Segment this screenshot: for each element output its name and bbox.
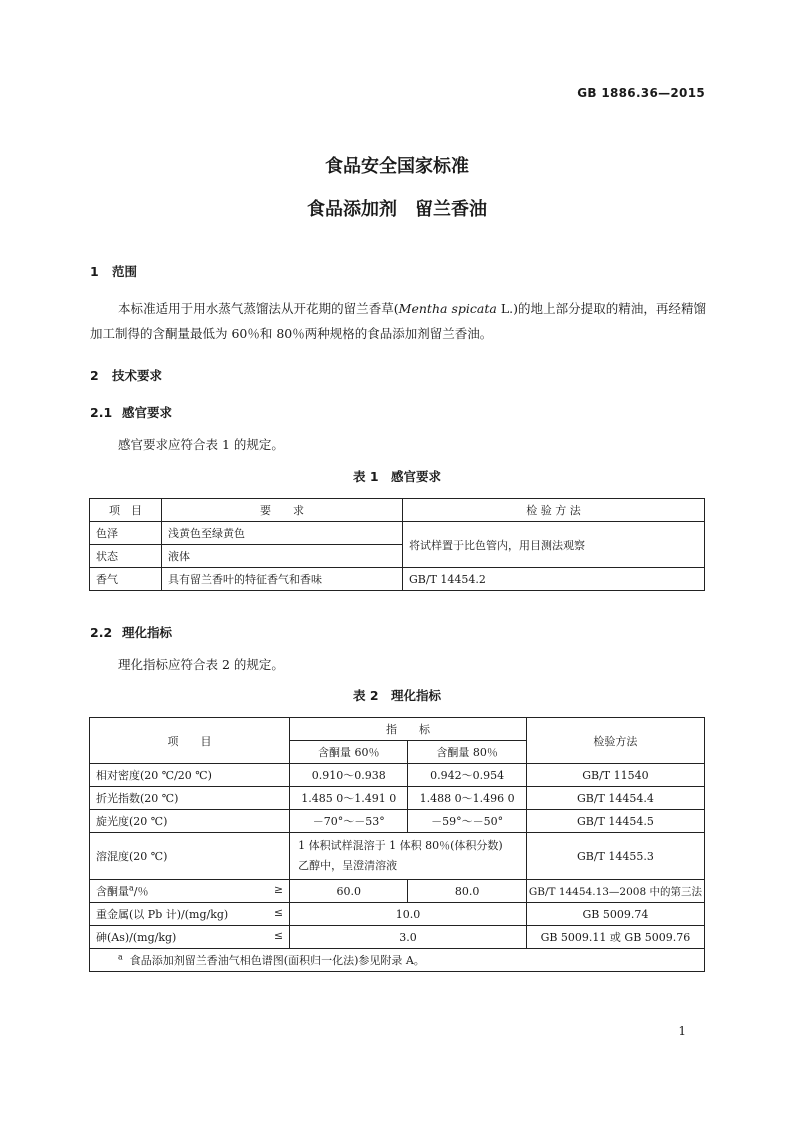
table-2-caption: 表 2 理化指标 (352, 688, 442, 703)
section-2-2-text: 理化指标应符合表 2 的规定。 (118, 657, 284, 672)
section-2-1-text: 感官要求应符合表 1 的规定。 (118, 437, 284, 452)
table-row (90, 787, 705, 810)
cell-value-80: －59°～－50° (408, 810, 526, 833)
section-number: 2.2 (90, 625, 113, 640)
cell-value-80: 0.942～0.954 (408, 764, 526, 787)
cell-requirement: 液体 (162, 545, 403, 568)
page-number: 1 (678, 1024, 686, 1038)
cell-item: 相对密度(20 ℃/20 ℃) (90, 764, 290, 787)
item-unit: /％ (133, 885, 149, 898)
cell-value-80: 1.488 0～1.496 0 (408, 787, 526, 810)
cell-value-60: 60.0 (290, 880, 408, 903)
cell-value-80: 80.0 (408, 880, 526, 903)
solubility-line-1: 1 体积试样混溶于 1 体积 80％(体积分数) (298, 839, 503, 852)
cell-method: GB 5009.74 (526, 903, 704, 926)
cell-method: GB/T 14454.4 (526, 787, 704, 810)
solubility-line-2: 乙醇中，呈澄清溶液 (298, 859, 398, 872)
header-item: 项 目 (90, 499, 162, 522)
scope-paragraph (90, 296, 706, 346)
table-row (90, 926, 705, 949)
cell-value-60: －70°～－53° (290, 810, 408, 833)
subheader-80: 含酮量 80％ (408, 741, 526, 764)
cell-value-60: 0.910～0.938 (290, 764, 408, 787)
cell-requirement: 浅黄色至绿黄色 (162, 522, 403, 545)
header-method: 检 验 方 法 (403, 499, 705, 522)
section-title: 技术要求 (112, 368, 163, 383)
footnote-text: 食品添加剂留兰香油气相色谱图(面积归一化法)参见附录 A。 (129, 954, 425, 967)
table-footnote-row (90, 949, 705, 972)
table-1-sensory (89, 498, 705, 591)
relation-symbol: ≤ (273, 929, 284, 942)
cell-method: GB/T 14454.13—2008 中的第三法 (526, 880, 704, 903)
subheader-60: 含酮量 60％ (290, 741, 408, 764)
cell-solubility-value (290, 833, 527, 880)
table-row (90, 903, 705, 926)
table-2-physicochemical (89, 717, 705, 972)
relation-symbol: ≥ (273, 883, 284, 896)
item-label: 砷(As)/(mg/kg) (96, 931, 177, 944)
footnote-marker: a (129, 883, 134, 893)
table-row (90, 522, 705, 545)
cell-method: GB/T 14454.5 (526, 810, 704, 833)
item-label: 含酮量 (96, 885, 129, 898)
cell-item: 状态 (90, 545, 162, 568)
section-number: 1 (90, 264, 99, 279)
cell-requirement: 具有留兰香叶的特征香气和香味 (162, 568, 403, 591)
scope-text-end: L.)的地上部分提取的精油，再经精馏加工制得的含酮量最低为 60％和 80％两种规格的食品添加剂留兰香油。 (90, 301, 707, 341)
header-index: 指 标 (290, 718, 527, 741)
table-row (90, 810, 705, 833)
scope-text-start: 本标准适用于用水蒸气蒸馏法从开花期的留兰香草( (118, 301, 399, 316)
header-item: 项 目 (90, 718, 290, 764)
section-title: 理化指标 (122, 625, 173, 640)
section-number: 2 (90, 368, 99, 383)
section-1-heading (90, 262, 137, 280)
relation-symbol: ≤ (273, 906, 284, 919)
section-number: 2.1 (90, 405, 113, 420)
document-subtitle: 食品添加剂 留兰香油 (307, 199, 487, 220)
table-header-row (90, 718, 705, 741)
cell-value: 3.0 (290, 926, 527, 949)
cell-method: GB/T 14455.3 (526, 833, 704, 880)
section-2-heading (90, 366, 162, 384)
cell-item: 溶混度(20 ℃) (90, 833, 290, 880)
header-requirement: 要 求 (162, 499, 403, 522)
cell-value-60: 1.485 0～1.491 0 (290, 787, 408, 810)
cell-item: 色泽 (90, 522, 162, 545)
footnote-marker: a (118, 952, 123, 962)
table-1-caption: 表 1 感官要求 (352, 469, 442, 484)
table-row (90, 568, 705, 591)
cell-item: 折光指数(20 ℃) (90, 787, 290, 810)
cell-item (90, 903, 290, 926)
header-method: 检验方法 (526, 718, 704, 764)
cell-item (90, 880, 290, 903)
section-2-1-heading (90, 403, 172, 421)
section-2-2-heading (90, 623, 172, 641)
table-row (90, 880, 705, 903)
cell-method: GB/T 11540 (526, 764, 704, 787)
table-header-row (90, 499, 705, 522)
standard-code: GB 1886.36—2015 (577, 86, 705, 100)
cell-method: GB/T 14454.2 (403, 568, 705, 591)
cell-method-merged: 将试样置于比色管内，用目测法观察 (403, 522, 705, 568)
table-row (90, 764, 705, 787)
document-title: 食品安全国家标准 (325, 156, 469, 177)
cell-item (90, 926, 290, 949)
section-title: 感官要求 (122, 405, 173, 420)
cell-value: 10.0 (290, 903, 527, 926)
section-title: 范围 (112, 264, 138, 279)
cell-method: GB 5009.11 或 GB 5009.76 (526, 926, 704, 949)
item-label: 重金属(以 Pb 计)/(mg/kg) (96, 908, 229, 921)
table-footnote (90, 949, 705, 972)
species-name: Mentha spicata (398, 301, 497, 316)
cell-item: 香气 (90, 568, 162, 591)
table-row (90, 833, 705, 880)
cell-item: 旋光度(20 ℃) (90, 810, 290, 833)
